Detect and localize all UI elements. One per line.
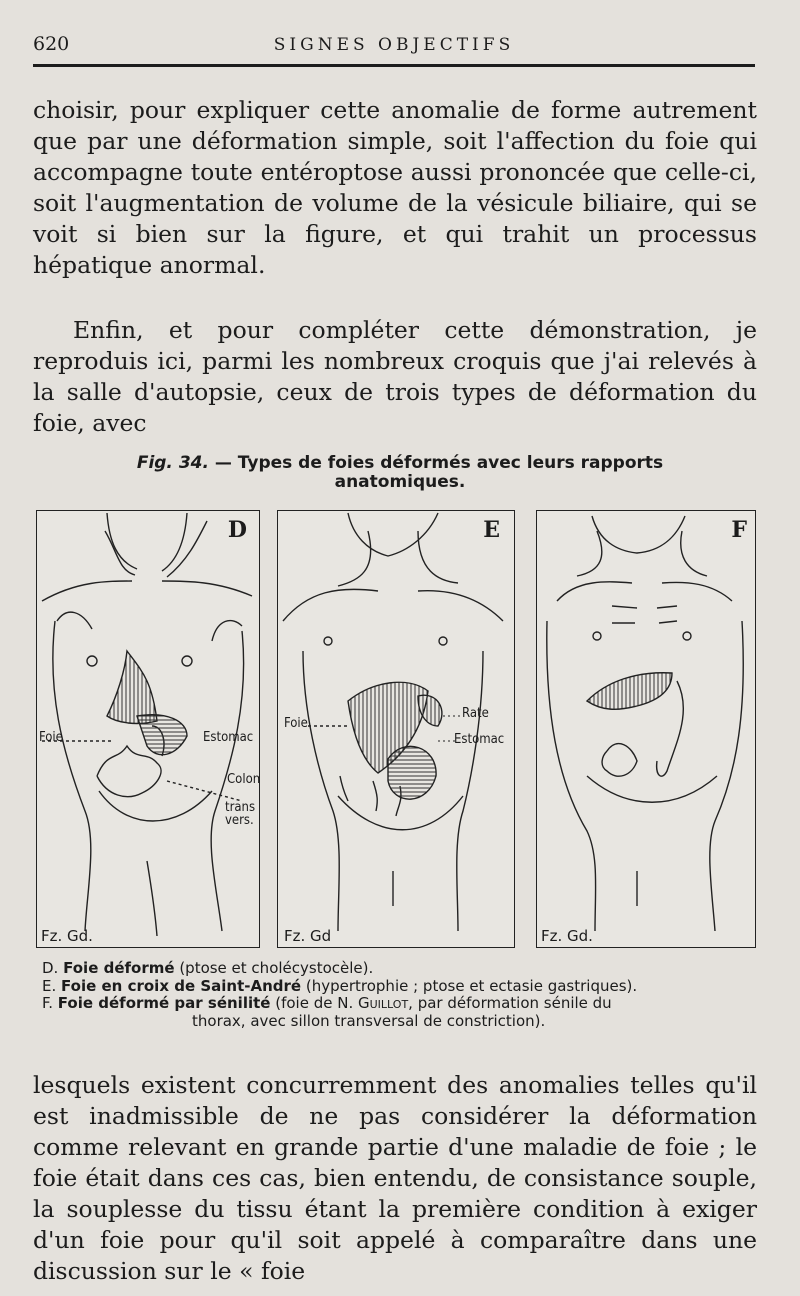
caption-d-key: D. — [42, 959, 59, 977]
caption-e — [42, 978, 766, 996]
label-colon-d: Colon — [227, 772, 261, 787]
caption-f-continuation: thorax, avec sillon transversal de constriction). — [192, 1011, 546, 1030]
figure-panel-d — [36, 510, 260, 948]
torso-sketch-d — [37, 511, 259, 947]
figure-panel-e — [277, 510, 515, 948]
caption-d-bold: Foie déformé — [63, 959, 175, 977]
header-rule — [33, 64, 755, 67]
figure-panel-f — [536, 510, 756, 948]
figure-label: Fig. 34. — [136, 453, 209, 473]
figure-title — [120, 454, 680, 492]
caption-e-key: E. — [42, 976, 57, 995]
paragraph-2: Enfin, et pour compléter cette démonstration, je reproduis ici, parmi les nombreux croquis que j'ai relevés à la salle d'autopsie, ceux de trois types de déformation du foie, avec — [33, 316, 757, 437]
caption-e-text: (hypertrophie ; ptose et ectasie gastriques). — [301, 976, 638, 995]
panel-letter-e: E — [483, 517, 500, 543]
caption-f — [42, 995, 766, 1013]
caption-f-text2: , par déformation sénile du — [408, 994, 612, 1012]
torso-sketch-e — [278, 511, 514, 947]
figure-title-text: — Types de foies déformés avec leurs rapports anatomiques. — [214, 453, 664, 492]
label-foie-e: Foie — [284, 716, 308, 731]
caption-f-author: Guillot — [358, 994, 409, 1012]
label-foie-d: Foie — [39, 730, 63, 745]
label-vers-d: vers. — [225, 813, 254, 828]
signature-d: Fz. Gd. — [41, 927, 93, 945]
label-estomac-e: Estomac — [454, 732, 505, 747]
page-number: 620 — [33, 33, 70, 55]
caption-f-key: F. — [42, 994, 53, 1012]
paragraph-3: lesquels existent concurremment des anomalies telles qu'il est inadmissible de ne pas considérer la déformation comme relevant en grande partie d'une maladie de foie ; le foie était dans ces cas, bien entendu, de consistance souple, la souplesse du tissu étant la première condition à exiger d'un foie pour qu'il soit appelé à comparaître dans une discussion sur le « foie — [33, 1071, 757, 1285]
torso-sketch-f — [537, 511, 755, 947]
caption-d-text: (ptose et cholécystocèle). — [174, 959, 374, 977]
caption-e-bold: Foie en croix de Saint-André — [61, 976, 302, 995]
label-estomac-d: Estomac — [203, 730, 254, 745]
running-head: SIGNES OBJECTIFS — [273, 35, 515, 55]
label-rate-e: Rate — [462, 706, 489, 721]
caption-f-bold: Foie déformé par sénilité — [57, 994, 271, 1012]
panel-letter-f: F — [731, 517, 747, 543]
figure-caption — [42, 960, 766, 1030]
paragraph-1: choisir, pour expliquer cette anomalie de forme autrement que par une déformation simple, soit l'affection du foie qui accompagne toute entéroptose aussi prononcée que celle-ci, soit l'augmentation de volume de la vésicule biliaire, qui se voit si bien sur la figure, et qui trahit un processus hépatique anormal. — [33, 96, 757, 279]
caption-f-text: (foie de N. — [270, 994, 358, 1012]
label-trans-d: trans — [225, 800, 256, 815]
caption-d — [42, 960, 766, 978]
signature-e: Fz. Gd — [284, 927, 332, 945]
signature-f: Fz. Gd. — [541, 927, 593, 945]
panel-letter-d: D — [227, 517, 247, 543]
page-header — [33, 33, 755, 61]
